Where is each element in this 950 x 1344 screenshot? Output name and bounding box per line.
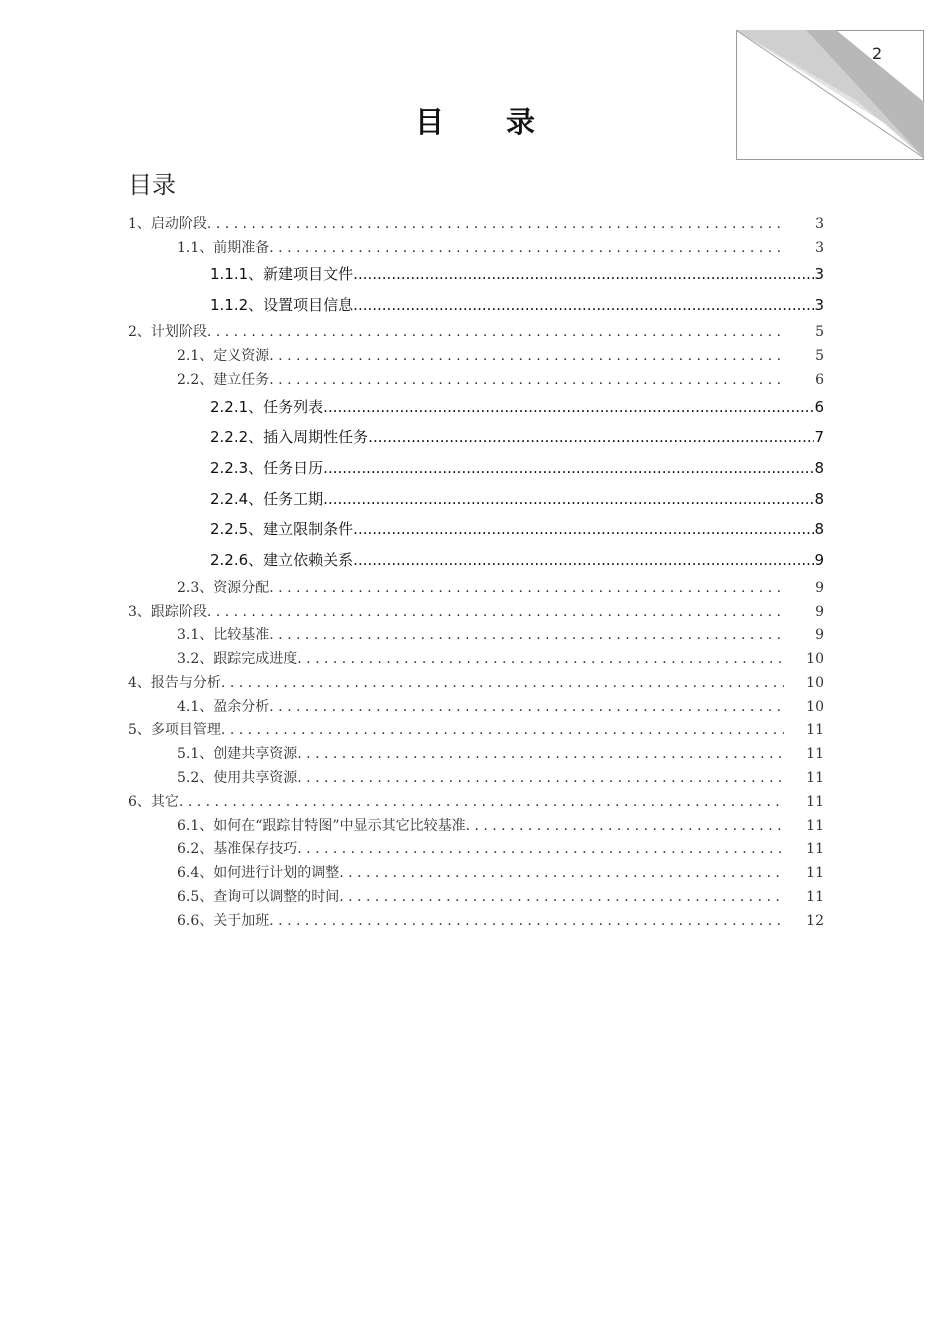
toc-leader	[221, 675, 784, 691]
toc-entry[interactable]	[210, 549, 824, 570]
toc-entry[interactable]	[177, 577, 824, 597]
toc-entry-page: 3	[815, 240, 824, 256]
toc-entry-page: 11	[806, 818, 824, 834]
toc-entry[interactable]	[210, 488, 824, 509]
toc-entry[interactable]	[128, 791, 824, 811]
toc-entry-text: 1.1.2、设置项目信息	[210, 296, 354, 314]
toc-entry-text: 1.1.1、新建项目文件	[210, 265, 354, 283]
toc-leader	[221, 722, 784, 738]
toc-entry-page: 12	[806, 913, 824, 929]
toc-entry-text: 3.1、比较基准	[177, 627, 270, 643]
toc-entry[interactable]	[128, 321, 824, 341]
toc-entry[interactable]	[177, 696, 824, 716]
toc-leader	[297, 770, 784, 786]
toc-entry-text: 3.2、跟踪完成进度	[177, 651, 298, 667]
toc-entry[interactable]	[210, 294, 824, 315]
toc-entry-page: 9	[815, 604, 824, 620]
toc-leader	[269, 372, 784, 388]
toc-leader	[269, 699, 784, 715]
toc-entry-page: 3	[814, 296, 824, 314]
toc-entry-text: 6.4、如何进行计划的调整	[177, 865, 340, 881]
toc-entry[interactable]	[128, 672, 824, 692]
toc-entry-text: 2.2.6、建立依赖关系	[210, 551, 354, 569]
toc-entry-text: 3、跟踪阶段	[128, 604, 207, 620]
toc-leader	[323, 459, 814, 477]
toc-entry-page: 11	[806, 889, 824, 905]
toc-entry-page: 11	[806, 865, 824, 881]
toc-entry-page: 11	[806, 770, 824, 786]
toc-entry-text: 6、其它	[128, 794, 179, 810]
toc-entry-page: 9	[815, 627, 824, 643]
toc-leader	[269, 627, 784, 643]
toc-entry-text: 2.2.5、建立限制条件	[210, 520, 354, 538]
toc-entry-text: 2.2.4、任务工期	[210, 490, 324, 508]
toc-leader	[269, 913, 784, 929]
toc-entry[interactable]	[177, 237, 824, 257]
toc-leader	[353, 520, 814, 538]
toc-leader	[339, 889, 784, 905]
toc-entry-page: 11	[806, 794, 824, 810]
toc-entry-text: 5、多项目管理	[128, 722, 221, 738]
toc-entry-page: 8	[814, 459, 824, 477]
toc-leader	[339, 865, 784, 881]
toc-leader	[368, 428, 814, 446]
page-title: 目 录	[414, 105, 562, 139]
toc-entry-text: 6.6、关于加班	[177, 913, 270, 929]
toc-leader	[323, 398, 814, 416]
toc-leader	[466, 818, 784, 834]
toc-entry-page: 11	[806, 746, 824, 762]
toc-entry-page: 5	[815, 324, 824, 340]
toc-entry-text: 2.2、建立任务	[177, 372, 270, 388]
toc-entry-text: 4、报告与分析	[128, 675, 221, 691]
toc-entry-text: 2.2.3、任务日历	[210, 459, 324, 477]
toc-entry-text: 1.1、前期准备	[177, 240, 270, 256]
toc-entry[interactable]	[210, 457, 824, 478]
toc-leader	[207, 324, 784, 340]
toc-entry-page: 11	[806, 841, 824, 857]
toc-leader	[297, 651, 784, 667]
toc-entry[interactable]	[210, 426, 824, 447]
page-number: 2	[872, 44, 883, 63]
toc-entry[interactable]	[177, 345, 824, 365]
toc-entry[interactable]	[177, 910, 824, 930]
toc-entry[interactable]	[177, 624, 824, 644]
toc-entry[interactable]	[177, 886, 824, 906]
toc-entry[interactable]	[210, 396, 824, 417]
toc-entry-text: 2、计划阶段	[128, 324, 207, 340]
toc-entry[interactable]	[177, 648, 824, 668]
toc-entry-page: 6	[814, 398, 824, 416]
toc-entry-text: 5.2、使用共享资源	[177, 770, 298, 786]
toc-leader	[353, 296, 814, 314]
toc-leader	[269, 348, 784, 364]
toc-entry-text: 5.1、创建共享资源	[177, 746, 298, 762]
toc-entry[interactable]	[177, 862, 824, 882]
toc-entry[interactable]	[210, 263, 824, 284]
toc-entry-page: 8	[814, 490, 824, 508]
toc-leader	[353, 265, 814, 283]
toc-entry[interactable]	[128, 213, 824, 233]
toc-entry-page: 8	[814, 520, 824, 538]
toc-entry-text: 2.3、资源分配	[177, 580, 270, 596]
toc-entry-text: 6.2、基准保存技巧	[177, 841, 298, 857]
toc-entry[interactable]	[177, 369, 824, 389]
toc-entry-text: 4.1、盈余分析	[177, 699, 270, 715]
toc-entry-page: 11	[806, 722, 824, 738]
toc-leader	[269, 580, 784, 596]
toc-leader	[353, 551, 814, 569]
toc-entry[interactable]	[177, 838, 824, 858]
toc-entry-page: 9	[814, 551, 824, 569]
toc-entry[interactable]	[210, 518, 824, 539]
toc-entry[interactable]	[177, 767, 824, 787]
toc-entry[interactable]	[128, 719, 824, 739]
toc-entry-text: 2.2.1、任务列表	[210, 398, 324, 416]
toc-entry-page: 3	[815, 216, 824, 232]
toc-entry-text: 1、启动阶段	[128, 216, 207, 232]
toc-entry-text: 6.5、查询可以调整的时间	[177, 889, 340, 905]
toc-entry-page: 6	[815, 372, 824, 388]
toc-entry-text: 2.1、定义资源	[177, 348, 270, 364]
toc-entry-page: 3	[814, 265, 824, 283]
toc-leader	[207, 604, 784, 620]
toc-entry-page: 10	[806, 699, 824, 715]
toc-entry[interactable]	[177, 743, 824, 763]
toc-entry[interactable]	[177, 815, 824, 835]
toc-leader	[297, 746, 784, 762]
toc-leader	[269, 240, 784, 256]
toc-entry-text: 2.2.2、插入周期性任务	[210, 428, 369, 446]
toc-entry-page: 7	[814, 428, 824, 446]
toc-entry-page: 10	[806, 675, 824, 691]
toc-entry-page: 9	[815, 580, 824, 596]
toc-entry[interactable]	[128, 601, 824, 621]
toc-leader	[207, 216, 784, 232]
toc-entry-page: 5	[815, 348, 824, 364]
toc-entry-text: 6.1、如何在“跟踪甘特图”中显示其它比较基准	[177, 818, 466, 834]
toc-entry-page: 10	[806, 651, 824, 667]
toc-leader	[179, 794, 784, 810]
toc-leader	[323, 490, 814, 508]
toc-heading: 目录	[128, 171, 176, 199]
toc-leader	[297, 841, 784, 857]
